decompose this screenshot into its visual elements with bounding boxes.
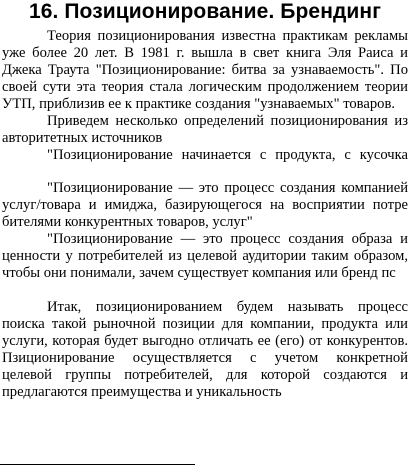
- text-line: УТП, приблизив ее к практике создания "узнаваемых" товаров.: [2, 96, 395, 112]
- text-line: "Позиционирование начинается с продукта, с кусочка: [47, 147, 408, 163]
- text-line: ценности у потребителей из целевой аудитории таким образом,: [2, 248, 408, 264]
- text-line: своей сути эта теория стала логическим продолжением теории: [2, 79, 408, 95]
- text-line: услуги, которая будет выгодно отличать ее (его) от конкурентов.: [2, 333, 408, 349]
- text-line: Приведем несколько определений позиционирования из: [47, 113, 408, 129]
- text-line: чтобы они понимали, зачем существует компания или бренд пс: [2, 265, 396, 281]
- text-line: "Позиционирование — это процесс создания образа и: [47, 231, 408, 247]
- page-title: 16. Позиционирование. Брендинг: [28, 0, 382, 23]
- text-line: предлагаются преимущества и уникальность: [2, 384, 282, 400]
- text-line: целевой группы потребителей, для которой создаются и: [2, 367, 408, 383]
- text-line: поиска такой рыночной позиции для компании, продукта или: [2, 316, 408, 332]
- text-line: бителями конкурентных товаров, услуг": [2, 214, 253, 230]
- text-line: Пзиционирование осуществляется с учетом конкретной: [2, 350, 408, 366]
- text-line: уже более 20 лет. В 1981 г. вышла в свет книга Эля Раиса и: [2, 45, 408, 61]
- text-line: Теория позиционирования известна практикам рекламы: [47, 28, 408, 44]
- footnote-divider: [0, 464, 195, 465]
- text-line: Джека Траута "Позиционирование: битва за узнаваемость". По: [2, 62, 408, 78]
- text-line: авторитетных источников: [2, 130, 163, 146]
- text-line: услуг/товара и имиджа, базирующегося на восприятии потре: [2, 197, 408, 213]
- text-line: Итак, позиционированием будем называть процесс: [47, 299, 408, 315]
- text-line: "Позиционирование — это процесс создания компанией: [47, 180, 408, 196]
